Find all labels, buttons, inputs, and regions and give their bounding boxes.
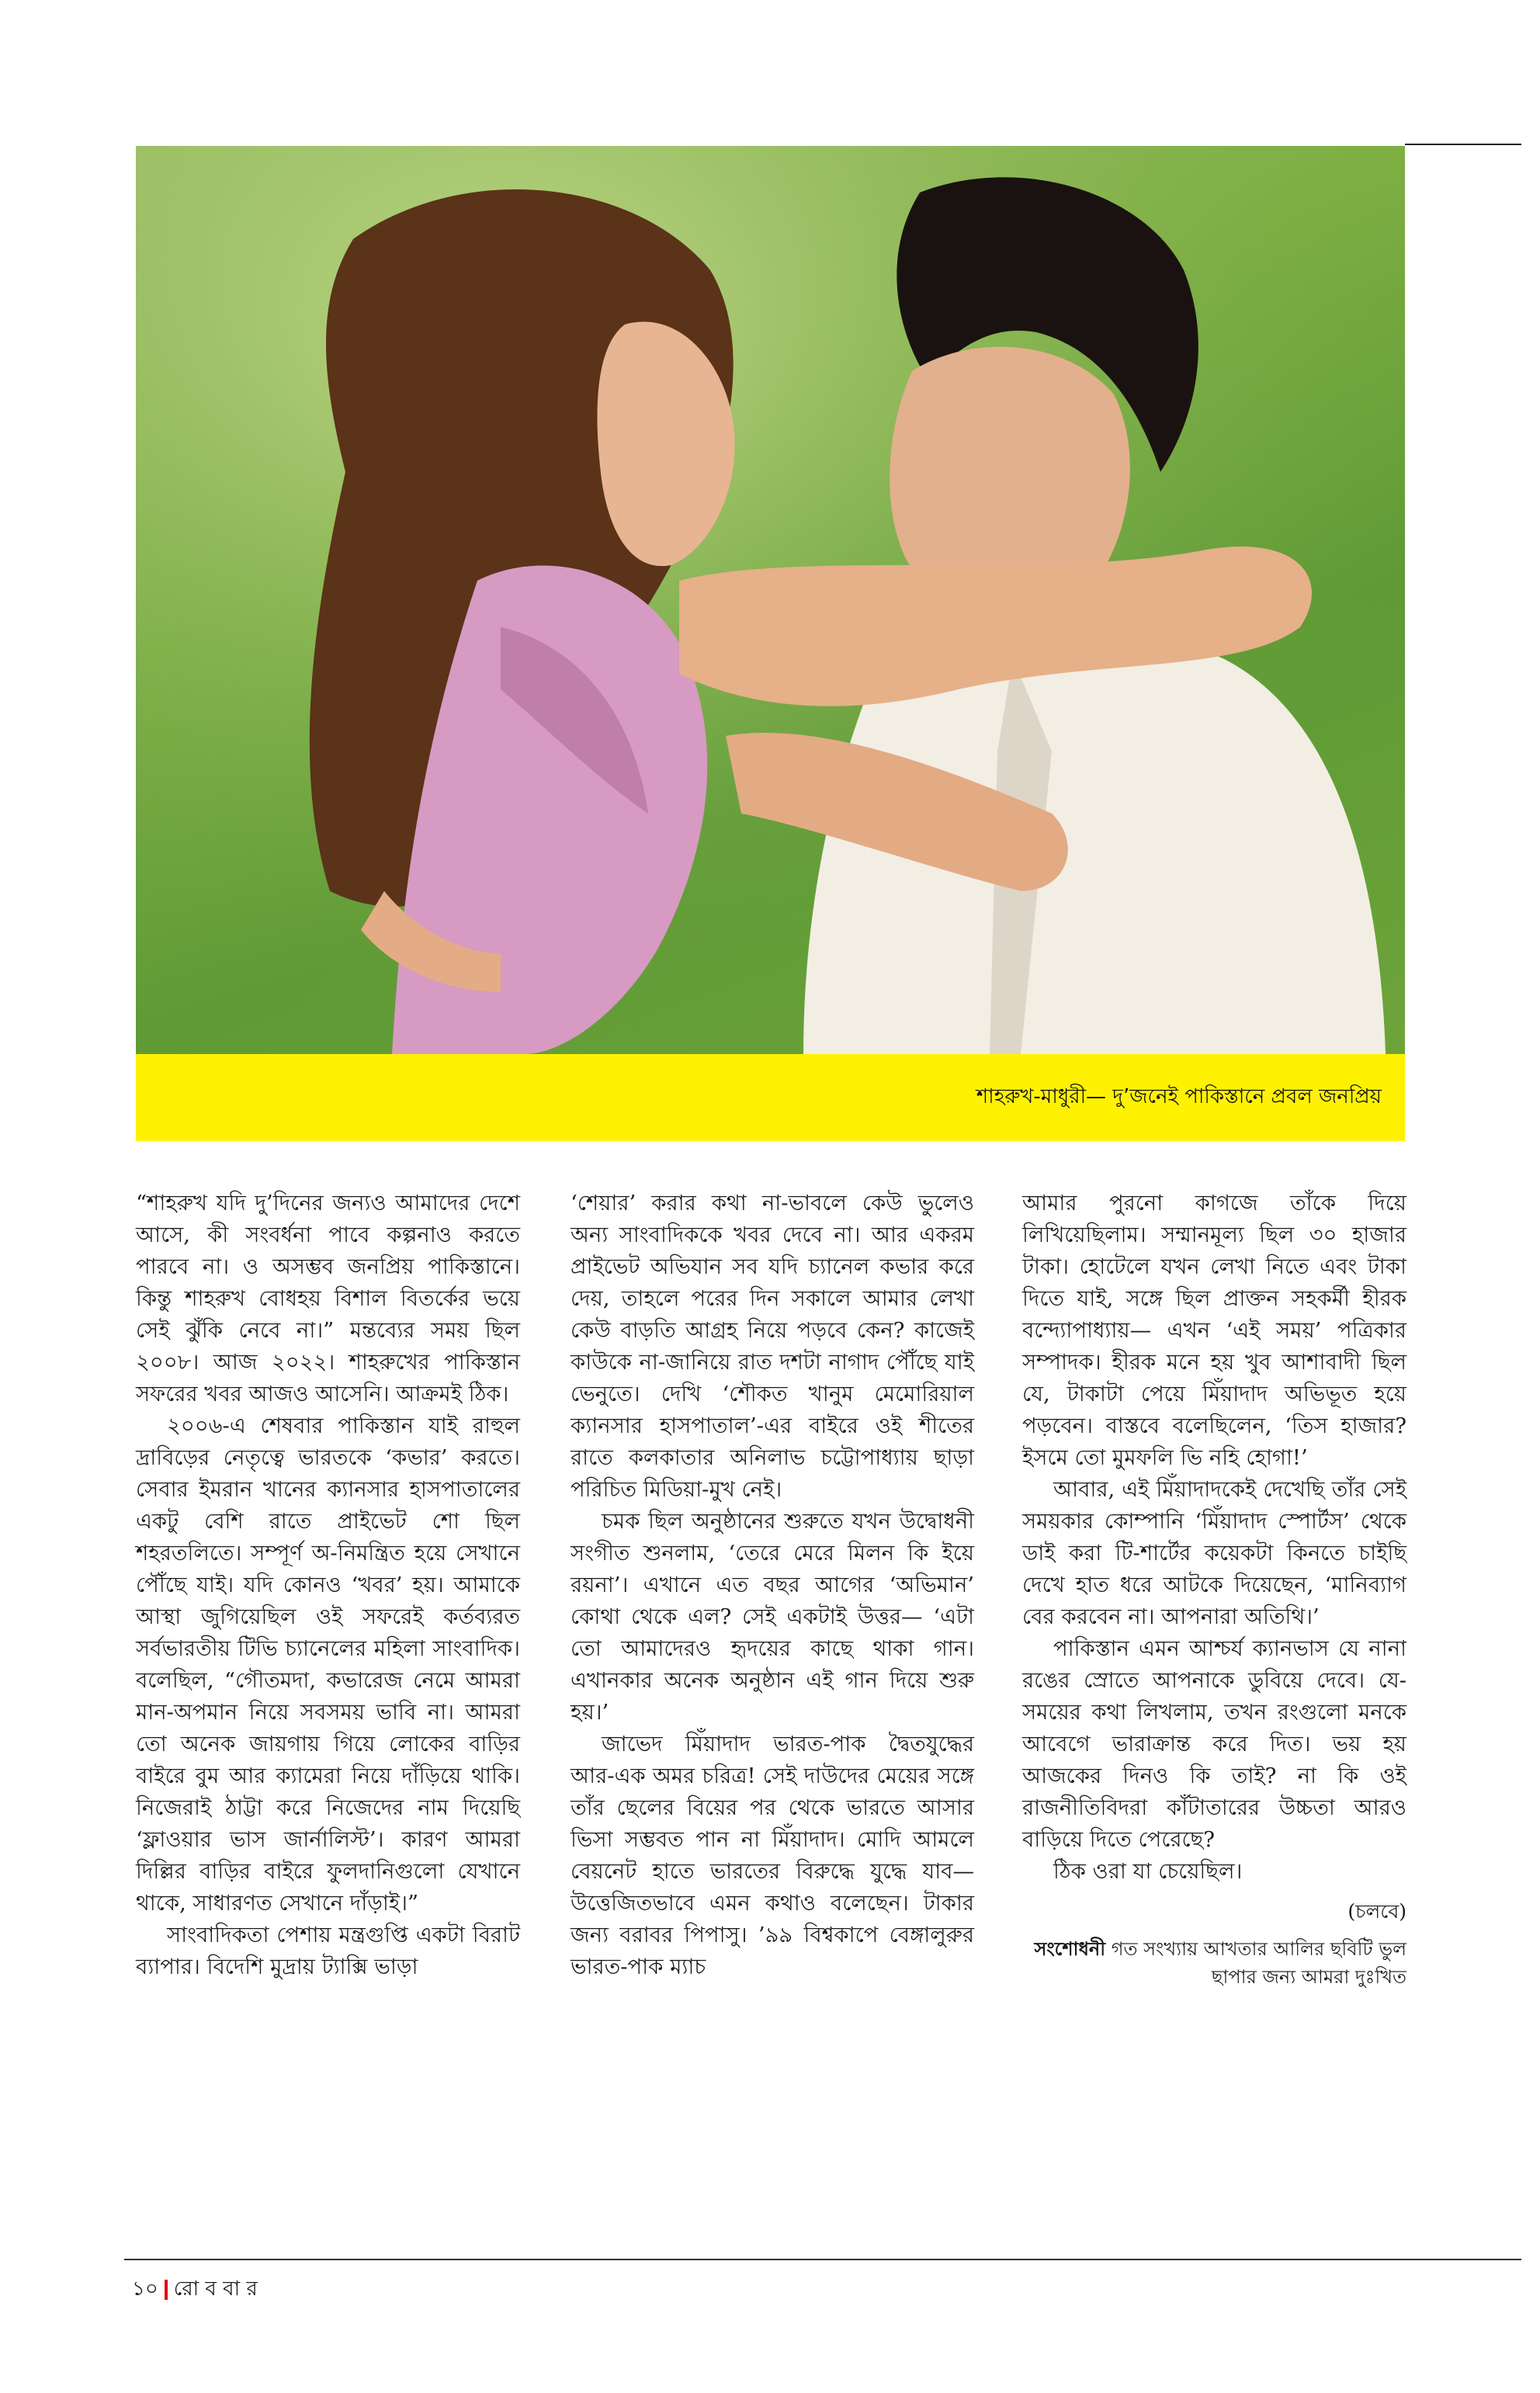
paragraph: জাভেদ মিঁয়াদাদ ভারত-পাক দ্বৈতযুদ্ধের আর-এক অমর চরিত্র! সেই দাউদের মেয়ের সঙ্গে তাঁর ছেলের বিয়ের পর থেকে ভারতে আসার ভিসা সম্ভবত পান না মিঁয়াদাদ। মোদি আমলে বেয়নেট হাতে ভারতের বিরুদ্ধে যুদ্ধে যাব— উত্তেজিতভাবে এমন কথাও বলেছেন। টাকার জন্য বরাবর পিপাসু। ’৯৯ বিশ্বকাপে বেঙ্গালুরুর ভারত-পাক ম্যাচ	[571, 1732, 974, 1979]
photo-caption: শাহরুখ-মাধুরী— দু’জনেই পাকিস্তানে প্রবল জনপ্রিয়	[976, 1085, 1382, 1108]
paragraph: ঠিক ওরা যা চেয়েছিল।	[1053, 1859, 1243, 1884]
top-rule	[1405, 144, 1521, 145]
correction-label: সংশোধনী	[1034, 1937, 1106, 1960]
paragraph: সাংবাদিকতা পেশায় মন্ত্রগুপ্তি একটা বিরাট ব্যাপার। বিদেশি মুদ্রায় ট্যাক্সি ভাড়া	[136, 1923, 520, 1979]
page-number: ১০	[132, 2277, 158, 2301]
correction-text: গত সংখ্যায় আখতার আলির ছবিটি ভুল ছাপার জন্য আমরা দুঃখিত	[1111, 1938, 1406, 1988]
article-column-3	[1022, 1188, 1406, 1991]
magazine-name: রো ব বা র	[173, 2277, 258, 2301]
paragraph: ‘শেয়ার’ করার কথা না-ভাবলে কেউ ভুলেও অন্য সাংবাদিককে খবর দেবে না। আর একরম প্রাইভেট অভিযান সব যদি চ্যানেল কভার করে দেয়, তাহলে পরের দিন সকালে আমার লেখা কেউ বাড়তি আগ্রহ নিয়ে পড়বে কেন? কাজেই কাউকে না-জানিয়ে রাত দশটা নাগাদ পৌঁছে যাই ভেনুতে। দেখি ‘শৌকত খানুম মেমোরিয়াল ক্যানসার হাসপাতাল’-এর বাইরে ওই শীতের রাতে কলকাতার অনিলাভ চট্টোপাধ্যায় ছাড়া পরিচিত মিডিয়া-মুখ নেই।	[571, 1191, 974, 1502]
paragraph: আমার পুরনো কাগজে তাঁকে দিয়ে লিখিয়েছিলাম। সম্মানমূল্য ছিল ৩০ হাজার টাকা। হোটেলে যখন লেখা নিতে এবং টাকা দিতে যাই, সঙ্গে ছিল প্রাক্তন সহকর্মী হীরক বন্দ্যোপাধ্যায়— এখন ‘এই সময়’ পত্রিকার সম্পাদক। হীরক মনে হয় খুব আশাবাদী ছিল যে, টাকাটা পেয়ে মিঁয়াদাদ অভিভূত হয়ে পড়বেন। বাস্তবে বলেছিলেন, ‘তিস হাজার? ইসমে তো মুমফলি ভি নহি হোগা!’	[1022, 1191, 1406, 1470]
to-be-continued: (চলবে)	[1348, 1900, 1406, 1923]
footer-divider	[165, 2280, 168, 2300]
paragraph: “শাহরুখ যদি দু’দিনের জন্যও আমাদের দেশে আসে, কী সংবর্ধনা পাবে কল্পনাও করতে পারবে না। ও অসম্ভব জনপ্রিয় পাকিস্তানে। কিন্তু শাহরুখ বোধহয় বিশাল বিতর্কের ভয়ে সেই ঝুঁকি নেবে না।” মন্তব্যের সময় ছিল ২০০৮। আজ ২০২২। শাহরুখের পাকিস্তান সফরের খবর আজও আসেনি। আক্রমই ঠিক।	[136, 1191, 520, 1406]
bottom-rule	[124, 2259, 1521, 2260]
article-column-2	[571, 1188, 974, 1983]
photo	[136, 146, 1405, 1054]
paragraph: পাকিস্তান এমন আশ্চর্য ক্যানভাস যে নানা রঙের স্রোতে আপনাকে ডুবিয়ে দেবে। যে-সময়ের কথা লিখলাম, তখন রংগুলো মনকে আবেগে ভারাক্রান্ত করে দিত। ভয় হয় আজকের দিনও কি তাই? না কি ওই রাজনীতিবিদরা কাঁটাতারের উচ্চতা আরও বাড়িয়ে দিতে পেরেছে?	[1022, 1636, 1406, 1852]
paragraph: আবার, এই মিঁয়াদাদকেই দেখেছি তাঁর সেই সময়কার কোম্পানি ‘মিঁয়াদাদ স্পোর্টস’ থেকে ডাই করা টি-শার্টের কয়েকটা কিনতে চাইছি দেখে হাত ধরে আটকে দিয়েছেন, ‘মানিব্যাগ বের করবেন না। আপনারা অতিথি।’	[1022, 1477, 1406, 1629]
paragraph: চমক ছিল অনুষ্ঠানের শুরুতে যখন উদ্বোধনী সংগীত শুনলাম, ‘তেরে মেরে মিলন কি ইয়ে রয়না’। এখানে এত বছর আগের ‘অভিমান’ কোথা থেকে এল? সেই একটাই উত্তর— ‘এটা তো আমাদেরও হৃদয়ের কাছে থাকা গান। এখানকার অনেক অনুষ্ঠান এই গান দিয়ে শুরু হয়।’	[571, 1509, 974, 1725]
article-column-1	[136, 1188, 520, 1983]
page-footer	[132, 2273, 258, 2307]
photo-caption-bar	[136, 1054, 1405, 1141]
correction-note	[1022, 1935, 1406, 1991]
photo-illustration	[136, 146, 1405, 1054]
paragraph: ২০০৬-এ শেষবার পাকিস্তান যাই রাহুল দ্রাবিড়ের নেতৃত্বে ভারতকে ‘কভার’ করতে। সেবার ইমরান খানের ক্যানসার হাসপাতালের একটু বেশি রাতে প্রাইভেট শো ছিল শহরতলিতে। সম্পূর্ণ অ-নিমন্ত্রিত হয়ে সেখানে পৌঁছে যাই। যদি কোনও ‘খবর’ হয়। আমাকে আস্থা জুগিয়েছিল ওই সফরেই কর্তব্যরত সর্বভারতীয় টিভি চ্যানেলের মহিলা সাংবাদিক। বলেছিল, “গৌতমদা, কভারেজ নেমে আমরা মান-অপমান নিয়ে সবসময় ভাবি না। আমরা তো অনেক জায়গায় গিয়ে লোকের বাড়ির বাইরে বুম আর ক্যামেরা নিয়ে দাঁড়িয়ে থাকি। নিজেরাই ঠাট্টা করে নিজেদের নাম দিয়েছি ‘ফ্লাওয়ার ভাস জার্নালিস্ট’। কারণ আমরা দিল্লির বাড়ির বাইরে ফুলদানিগুলো যেখানে থাকে, সাধারণত সেখানে দাঁড়াই।”	[136, 1413, 520, 1916]
